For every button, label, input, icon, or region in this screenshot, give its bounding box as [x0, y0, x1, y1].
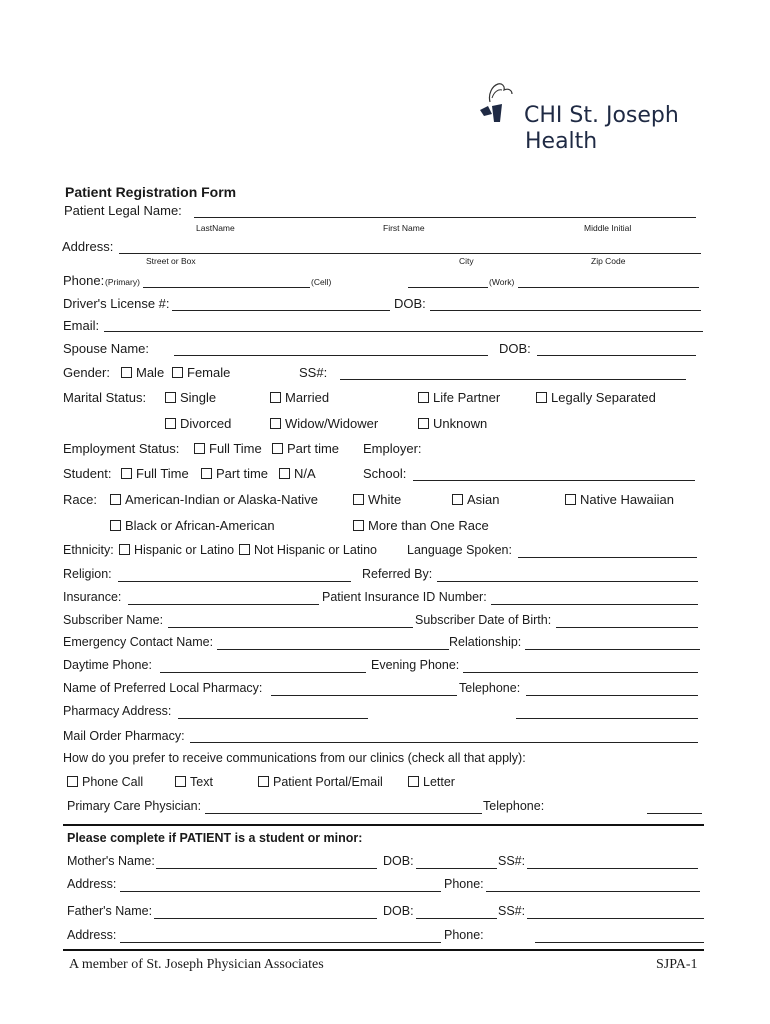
checkbox-icon[interactable]	[175, 776, 186, 787]
pharmacy-name-label: Name of Preferred Local Pharmacy:	[63, 681, 263, 695]
marital-unknown-option[interactable]	[418, 416, 487, 431]
employment-status-label: Employment Status:	[63, 441, 180, 456]
race-black-option[interactable]	[110, 518, 275, 533]
student-full-time-option[interactable]	[121, 466, 189, 481]
pcp-field[interactable]	[205, 813, 482, 814]
student-part-time-label: Part time	[216, 466, 269, 481]
mail-order-field[interactable]	[190, 742, 698, 743]
gender-female-option[interactable]	[172, 365, 230, 380]
female-label: Female	[187, 365, 231, 380]
pcp-telephone-field[interactable]	[647, 813, 702, 814]
mothers-name-label: Mother's Name:	[67, 854, 155, 868]
marital-divorced-option[interactable]	[165, 416, 231, 431]
legal-name-label: Patient Legal Name:	[64, 203, 182, 218]
legally-separated-label: Legally Separated	[551, 390, 656, 405]
checkbox-icon[interactable]	[258, 776, 269, 787]
checkbox-icon[interactable]	[110, 494, 121, 505]
father-phone-field[interactable]	[535, 942, 704, 943]
single-label: Single	[180, 390, 217, 405]
phone-primary-sublabel: (Primary)	[105, 277, 140, 287]
race-white-option[interactable]	[353, 492, 401, 507]
checkbox-icon[interactable]	[408, 776, 419, 787]
relationship-field[interactable]	[525, 649, 700, 650]
fathers-name-label: Father's Name:	[67, 904, 153, 918]
address-field[interactable]	[119, 253, 701, 254]
father-phone-label: Phone:	[444, 928, 484, 942]
phone-work-field[interactable]	[518, 287, 699, 288]
father-ssn-label: SS#:	[498, 904, 526, 918]
phone-primary-field[interactable]	[143, 287, 310, 288]
pharmacy-telephone-label: Telephone:	[459, 681, 521, 695]
asian-label: Asian	[467, 492, 500, 507]
logo-line2: Health	[525, 129, 598, 154]
letter-label: Letter	[423, 775, 455, 789]
insurance-id-label: Patient Insurance ID Number:	[322, 590, 487, 604]
text-label: Text	[190, 775, 213, 789]
relationship-label: Relationship:	[449, 635, 522, 649]
checkbox-icon[interactable]	[353, 520, 364, 531]
checkbox-icon[interactable]	[165, 418, 176, 429]
checkbox-icon[interactable]	[418, 392, 429, 403]
mail-order-label: Mail Order Pharmacy:	[63, 729, 185, 743]
checkbox-icon[interactable]	[172, 367, 183, 378]
dob-label: DOB:	[394, 296, 426, 311]
phone-cell-sublabel: (Cell)	[311, 277, 332, 287]
logo-line1: CHI St. Joseph	[524, 103, 679, 128]
checkbox-icon[interactable]	[452, 494, 463, 505]
subscriber-name-label: Subscriber Name:	[63, 613, 164, 627]
marital-married-option[interactable]	[270, 390, 329, 405]
referred-by-field[interactable]	[437, 581, 698, 582]
father-ssn-field[interactable]	[527, 918, 704, 919]
american-indian-label: American-Indian or Alaska-Native	[125, 492, 318, 507]
checkbox-icon[interactable]	[272, 443, 283, 454]
widow-label: Widow/Widower	[285, 416, 379, 431]
checkbox-icon[interactable]	[418, 418, 429, 429]
checkbox-icon[interactable]	[110, 520, 121, 531]
emergency-contact-field[interactable]	[217, 649, 449, 650]
checkbox-icon[interactable]	[279, 468, 290, 479]
checkbox-icon[interactable]	[536, 392, 547, 403]
checkbox-icon[interactable]	[194, 443, 205, 454]
father-address-label: Address:	[67, 928, 117, 942]
pharmacy-address-label: Pharmacy Address:	[63, 704, 172, 718]
comm-phone-call-option[interactable]	[67, 775, 143, 789]
student-label: Student:	[63, 466, 112, 481]
ethnicity-not-hispanic-option[interactable]	[239, 543, 377, 557]
student-part-time-option[interactable]	[201, 466, 268, 481]
married-label: Married	[285, 390, 330, 405]
subscriber-dob-label: Subscriber Date of Birth:	[415, 613, 552, 627]
checkbox-icon[interactable]	[165, 392, 176, 403]
father-dob-field[interactable]	[416, 918, 497, 919]
race-label: Race:	[63, 492, 97, 507]
dob-field[interactable]	[430, 310, 701, 311]
footer-member-text: A member of St. Joseph Physician Associates	[69, 957, 324, 972]
part-time-label: Part time	[287, 441, 340, 456]
checkbox-icon[interactable]	[201, 468, 212, 479]
pharmacy-address-field[interactable]	[178, 718, 368, 719]
insurance-field[interactable]	[128, 604, 319, 605]
more-than-one-label: More than One Race	[368, 518, 489, 533]
phone-call-label: Phone Call	[82, 775, 144, 789]
hispanic-label: Hispanic or Latino	[134, 543, 235, 557]
checkbox-icon[interactable]	[353, 494, 364, 505]
checkbox-icon[interactable]	[67, 776, 78, 787]
drivers-license-field[interactable]	[172, 310, 390, 311]
spouse-dob-label: DOB:	[499, 341, 531, 356]
school-label: School:	[363, 466, 407, 481]
checkbox-icon[interactable]	[270, 392, 281, 403]
student-na-option[interactable]	[279, 466, 316, 481]
father-address-field[interactable]	[120, 942, 441, 943]
father-dob-label: DOB:	[383, 904, 414, 918]
insurance-id-field[interactable]	[491, 604, 698, 605]
drivers-license-label: Driver's License #:	[63, 296, 170, 311]
city-sublabel: City	[459, 256, 474, 266]
ssn-label: SS#:	[299, 365, 328, 380]
employer-label: Employer:	[363, 441, 422, 456]
checkbox-icon[interactable]	[239, 544, 250, 555]
mother-dob-field[interactable]	[416, 868, 497, 869]
spouse-name-field[interactable]	[174, 355, 488, 356]
race-more-than-one-option[interactable]	[353, 518, 489, 533]
form-title: Patient Registration Form	[65, 184, 237, 200]
footer-divider	[63, 949, 704, 951]
email-field[interactable]	[104, 331, 703, 332]
pcp-label: Primary Care Physician:	[67, 799, 202, 813]
minor-section-heading: Please complete if PATIENT is a student or minor:	[67, 831, 363, 845]
phone-label: Phone:	[63, 273, 105, 288]
black-label: Black or African-American	[125, 518, 275, 533]
pcp-telephone-label: Telephone:	[483, 799, 545, 813]
spouse-dob-field[interactable]	[537, 355, 696, 356]
logo-mark-icon	[478, 80, 524, 126]
zip-sublabel: Zip Code	[591, 256, 626, 266]
student-full-time-label: Full Time	[136, 466, 189, 481]
checkbox-icon[interactable]	[121, 468, 132, 479]
comm-text-option[interactable]	[175, 775, 213, 789]
marital-legally-separated-option[interactable]	[536, 390, 656, 405]
checkbox-icon[interactable]	[270, 418, 281, 429]
mother-phone-label: Phone:	[444, 877, 484, 891]
comm-portal-option[interactable]	[258, 775, 383, 789]
pharmacy-name-field[interactable]	[271, 695, 457, 696]
language-label: Language Spoken:	[407, 543, 512, 557]
checkbox-icon[interactable]	[119, 544, 130, 555]
life-partner-label: Life Partner	[433, 390, 501, 405]
daytime-phone-field[interactable]	[160, 672, 366, 673]
emergency-contact-label: Emergency Contact Name:	[63, 635, 214, 649]
daytime-phone-label: Daytime Phone:	[63, 658, 152, 672]
comm-letter-option[interactable]	[408, 775, 455, 789]
portal-label: Patient Portal/Email	[273, 775, 383, 789]
race-asian-option[interactable]	[452, 492, 500, 507]
pharmacy-telephone-field[interactable]	[526, 695, 698, 696]
checkbox-icon[interactable]	[565, 494, 576, 505]
ethnicity-label: Ethnicity:	[63, 543, 114, 557]
marital-life-partner-option[interactable]	[418, 390, 500, 405]
middle-initial-sublabel: Middle Initial	[584, 223, 632, 233]
referred-by-label: Referred By:	[362, 567, 433, 581]
first-name-sublabel: First Name	[383, 223, 425, 233]
mother-phone-field[interactable]	[486, 891, 700, 892]
mother-ssn-label: SS#:	[498, 854, 526, 868]
na-label: N/A	[294, 466, 316, 481]
evening-phone-label: Evening Phone:	[371, 658, 460, 672]
fathers-name-field[interactable]	[154, 918, 377, 919]
mother-ssn-field[interactable]	[527, 868, 698, 869]
mother-address-field[interactable]	[120, 891, 441, 892]
religion-field[interactable]	[118, 581, 351, 582]
not-hispanic-label: Not Hispanic or Latino	[254, 543, 377, 557]
marital-status-label: Marital Status:	[63, 390, 147, 405]
mothers-name-field[interactable]	[156, 868, 377, 869]
email-label: Email:	[63, 318, 100, 333]
divorced-label: Divorced	[180, 416, 232, 431]
phone-cell-field[interactable]	[408, 287, 488, 288]
phone-work-sublabel: (Work)	[489, 277, 515, 287]
checkbox-icon[interactable]	[121, 367, 132, 378]
employment-full-time-option[interactable]	[194, 441, 262, 456]
form-code: SJPA-1	[656, 957, 698, 972]
insurance-label: Insurance:	[63, 590, 122, 604]
language-field[interactable]	[518, 557, 697, 558]
pharmacy-address-field-2[interactable]	[516, 718, 698, 719]
employment-part-time-option[interactable]	[272, 441, 339, 456]
comm-pref-label: How do you prefer to receive communications from our clinics (check all that apply):	[63, 751, 526, 765]
school-field[interactable]	[413, 480, 695, 481]
logo	[478, 80, 698, 160]
legal-name-field[interactable]	[194, 217, 696, 218]
male-label: Male	[136, 365, 165, 380]
race-native-hawaiian-option[interactable]	[565, 492, 674, 507]
street-sublabel: Street or Box	[146, 256, 196, 266]
unknown-label: Unknown	[433, 416, 488, 431]
marital-widow-option[interactable]	[270, 416, 378, 431]
evening-phone-field[interactable]	[463, 672, 698, 673]
native-hawaiian-label: Native Hawaiian	[580, 492, 674, 507]
mother-dob-label: DOB:	[383, 854, 414, 868]
gender-label: Gender:	[63, 365, 110, 380]
address-label: Address:	[62, 239, 114, 254]
full-time-label: Full Time	[209, 441, 262, 456]
religion-label: Religion:	[63, 567, 112, 581]
last-name-sublabel: LastName	[196, 223, 235, 233]
section-divider	[63, 824, 704, 826]
mother-address-label: Address:	[67, 877, 117, 891]
ssn-field[interactable]	[340, 379, 686, 380]
subscriber-dob-field[interactable]	[556, 627, 698, 628]
spouse-name-label: Spouse Name:	[63, 341, 149, 356]
gender-male-option[interactable]	[121, 365, 164, 380]
race-american-indian-option[interactable]	[110, 492, 318, 507]
white-label: White	[368, 492, 402, 507]
subscriber-name-field[interactable]	[168, 627, 413, 628]
marital-single-option[interactable]	[165, 390, 216, 405]
ethnicity-hispanic-option[interactable]	[119, 543, 234, 557]
